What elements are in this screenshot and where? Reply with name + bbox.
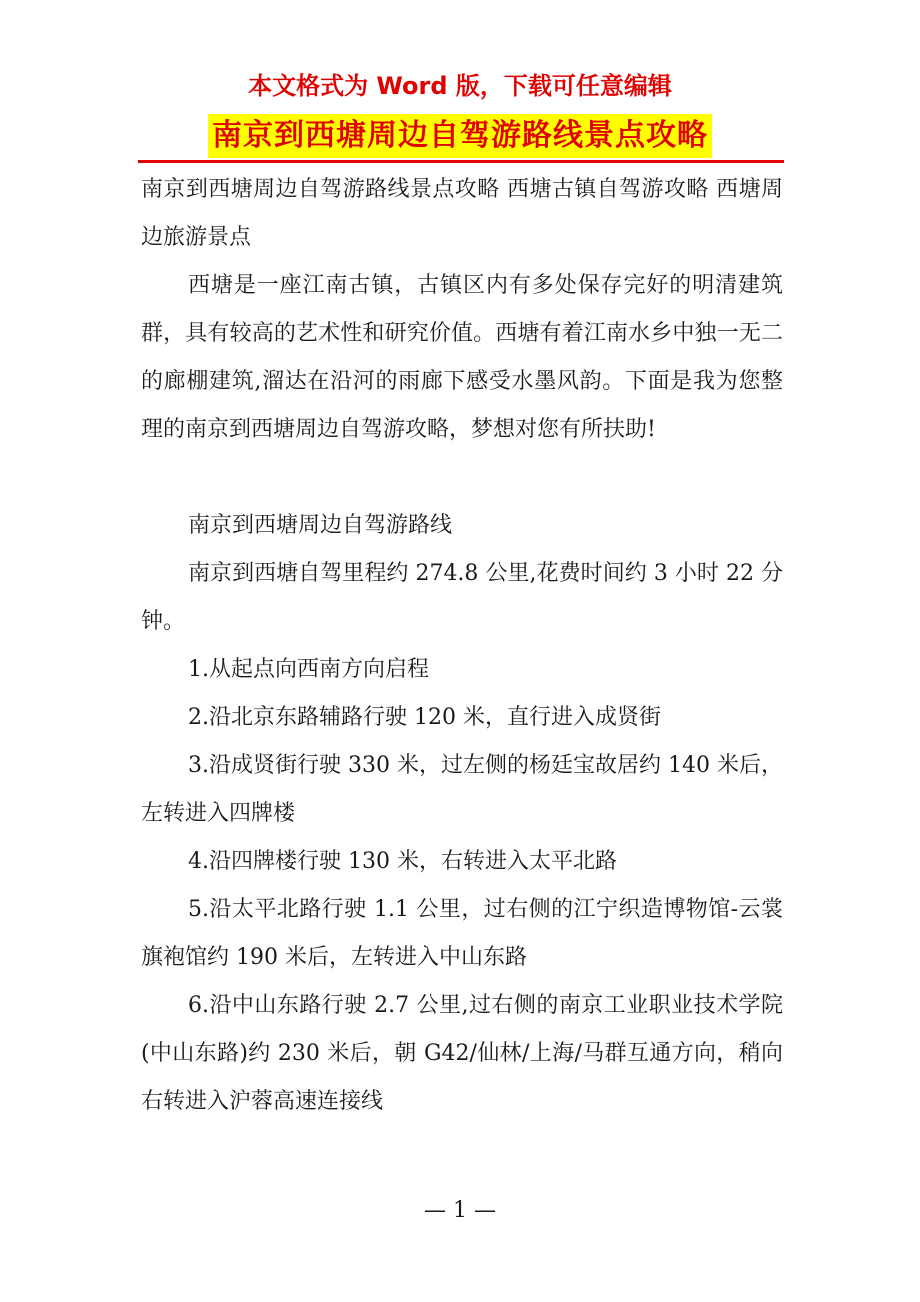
distance-paragraph: 南京到西塘自驾里程约 274.8 公里,花费时间约 3 小时 22 分钟。 — [141, 561, 783, 634]
document-body — [141, 166, 783, 1126]
route-step: 5.沿太平北路行驶 1.1 公里，过右侧的江宁织造博物馆-云裳旗袍馆约 190 米后，左转进入中山东路 — [141, 897, 783, 970]
section-heading: 南京到西塘周边自驾游路线 — [188, 513, 453, 538]
blank-line — [141, 454, 783, 502]
route-step: 6.沿中山东路行驶 2.7 公里,过右侧的南京工业职业技术学院(中山东路)约 230 米后，朝 G42/仙林/上海/马群互通方向，稍向右转进入沪蓉高速连接线 — [141, 993, 783, 1114]
title-container — [0, 114, 920, 158]
route-step: 3.沿成贤街行驶 330 米，过左侧的杨廷宝故居约 140 米后，左转进入四牌楼 — [141, 753, 783, 826]
route-step: 2.沿北京东路辅路行驶 120 米，直行进入成贤街 — [188, 705, 661, 730]
route-step: 4.沿四牌楼行驶 130 米，右转进入太平北路 — [188, 849, 617, 874]
page-number: — 1 — — [424, 1198, 496, 1223]
subtitle-paragraph: 南京到西塘周边自驾游路线景点攻略 西塘古镇自驾游攻略 西塘周边旅游景点 — [141, 177, 783, 250]
title-divider — [138, 160, 784, 163]
format-notice: 本文格式为 Word 版，下载可任意编辑 — [248, 72, 672, 100]
route-step: 1.从起点向西南方向启程 — [188, 657, 429, 682]
intro-paragraph: 西塘是一座江南古镇，古镇区内有多处保存完好的明清建筑群，具有较高的艺术性和研究价值。西塘有着江南水乡中独一无二的廊棚建筑,溜达在沿河的雨廊下感受水墨风韵。下面是我为您整理的南京到西塘周边自驾游攻略，梦想对您有所扶助! — [141, 273, 783, 442]
document-title: 南京到西塘周边自驾游路线景点攻略 — [208, 114, 712, 158]
